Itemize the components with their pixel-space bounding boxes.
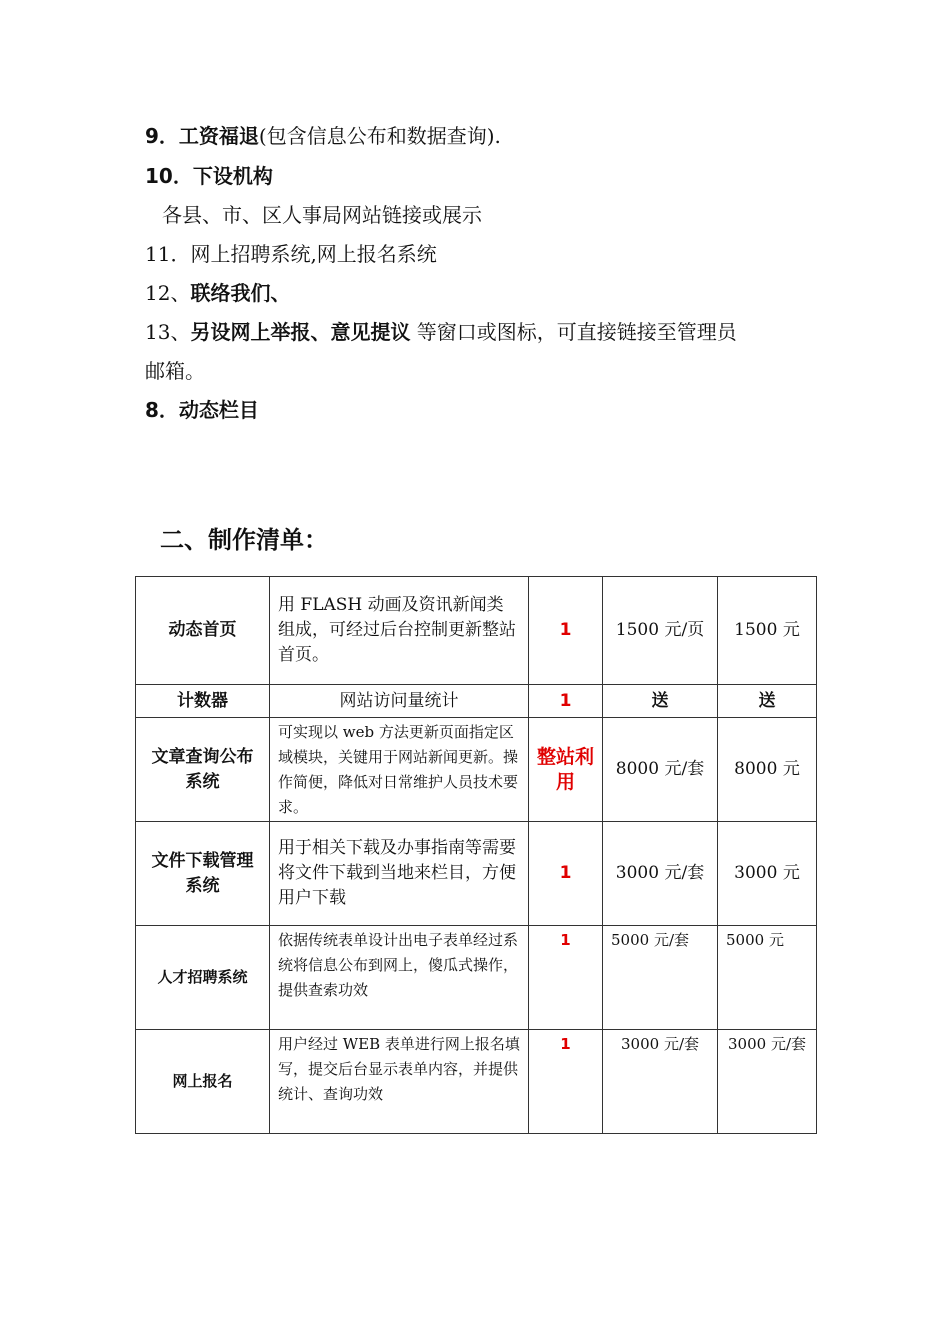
table-row — [136, 822, 817, 926]
row-name-cell: 人才招聘系统 — [136, 926, 270, 1030]
table-row — [136, 685, 817, 718]
section-title: 二、制作清单： — [160, 526, 328, 554]
row-price-cell: 8000 元/套 — [603, 718, 718, 822]
row-name-cell: 文章查询公布系统 — [136, 718, 270, 822]
row-total-cell: 5000 元 — [718, 926, 817, 1030]
row-desc-cell: 用 FLASH 动画及资讯新闻类组成，可经过后台控制更新整站首页。 — [270, 577, 529, 685]
table-row — [136, 577, 817, 685]
item-13-number: 13、 — [145, 320, 191, 344]
item-11-number: 11． — [145, 242, 191, 266]
table-row — [136, 926, 817, 1030]
item-12-number: 12、 — [145, 281, 191, 305]
row-price-cell: 3000 元/套 — [603, 1030, 718, 1134]
row-name-cell: 文件下载管理系统 — [136, 822, 270, 926]
item-9-title: 工资福退 — [178, 124, 259, 148]
item-12-title: 联络我们、 — [190, 281, 291, 305]
table-row — [136, 718, 817, 822]
item-10 — [145, 163, 273, 189]
row-name-cell: 计数器 — [136, 685, 270, 718]
row-total-cell: 送 — [718, 685, 817, 718]
item-13-continued — [145, 358, 205, 384]
row-qty-cell: 1 — [529, 577, 603, 685]
row-price-cell: 5000 元/套 — [603, 926, 718, 1030]
row-total-cell: 8000 元 — [718, 718, 817, 822]
item-10-number: 10． — [145, 164, 193, 188]
item-13 — [145, 319, 737, 345]
row-desc-cell: 网站访问量统计 — [270, 685, 529, 718]
item-13-text: 等窗口或图标，可直接链接至管理员 — [410, 320, 737, 344]
item-12 — [145, 280, 290, 306]
row-desc-cell: 依据传统表单设计出电子表单经过系统将信息公布到网上，傻瓜式操作，提供查索功效 — [270, 926, 529, 1030]
item-9-text: (包含信息公布和数据查询). — [258, 124, 501, 148]
row-qty-cell: 1 — [529, 822, 603, 926]
row-name-cell: 动态首页 — [136, 577, 270, 685]
item-10-detail — [162, 202, 482, 228]
item-9-number: 9． — [145, 124, 179, 148]
row-qty-cell: 1 — [529, 685, 603, 718]
item-10-title: 下设机构 — [192, 164, 273, 188]
production-list-table — [135, 576, 817, 1134]
table-row — [136, 1030, 817, 1134]
item-8-title: 动态栏目 — [178, 398, 259, 422]
row-desc-cell: 用于相关下载及办事指南等需要将文件下载到当地来栏目，方便用户下载 — [270, 822, 529, 926]
item-9 — [145, 123, 501, 149]
item-8 — [145, 397, 259, 423]
item-13-continued-text: 邮箱。 — [145, 359, 205, 383]
row-total-cell: 1500 元 — [718, 577, 817, 685]
row-desc-cell: 可实现以 web 方法更新页面指定区域模块，关键用于网站新闻更新。操作简便，降低对日常维护人员技术要求。 — [270, 718, 529, 822]
row-qty-cell: 1 — [529, 926, 603, 1030]
row-desc-cell: 用户经过 WEB 表单进行网上报名填写，提交后台显示表单内容，并提供统计、查询功效 — [270, 1030, 529, 1134]
row-total-cell: 3000 元 — [718, 822, 817, 926]
item-8-number: 8． — [145, 398, 179, 422]
item-11 — [145, 241, 437, 267]
row-price-cell: 3000 元/套 — [603, 822, 718, 926]
item-11-text: 网上招聘系统,网上报名系统 — [190, 242, 437, 266]
row-qty-cell: 1 — [529, 1030, 603, 1134]
row-price-cell: 送 — [603, 685, 718, 718]
item-10-detail-text: 各县、市、区人事局网站链接或展示 — [162, 203, 482, 227]
row-qty-cell: 整站利用 — [529, 718, 603, 822]
row-name-cell: 网上报名 — [136, 1030, 270, 1134]
row-price-cell: 1500 元/页 — [603, 577, 718, 685]
row-total-cell: 3000 元/套 — [718, 1030, 817, 1134]
item-13-title: 另设网上举报、意见提议 — [190, 320, 411, 344]
